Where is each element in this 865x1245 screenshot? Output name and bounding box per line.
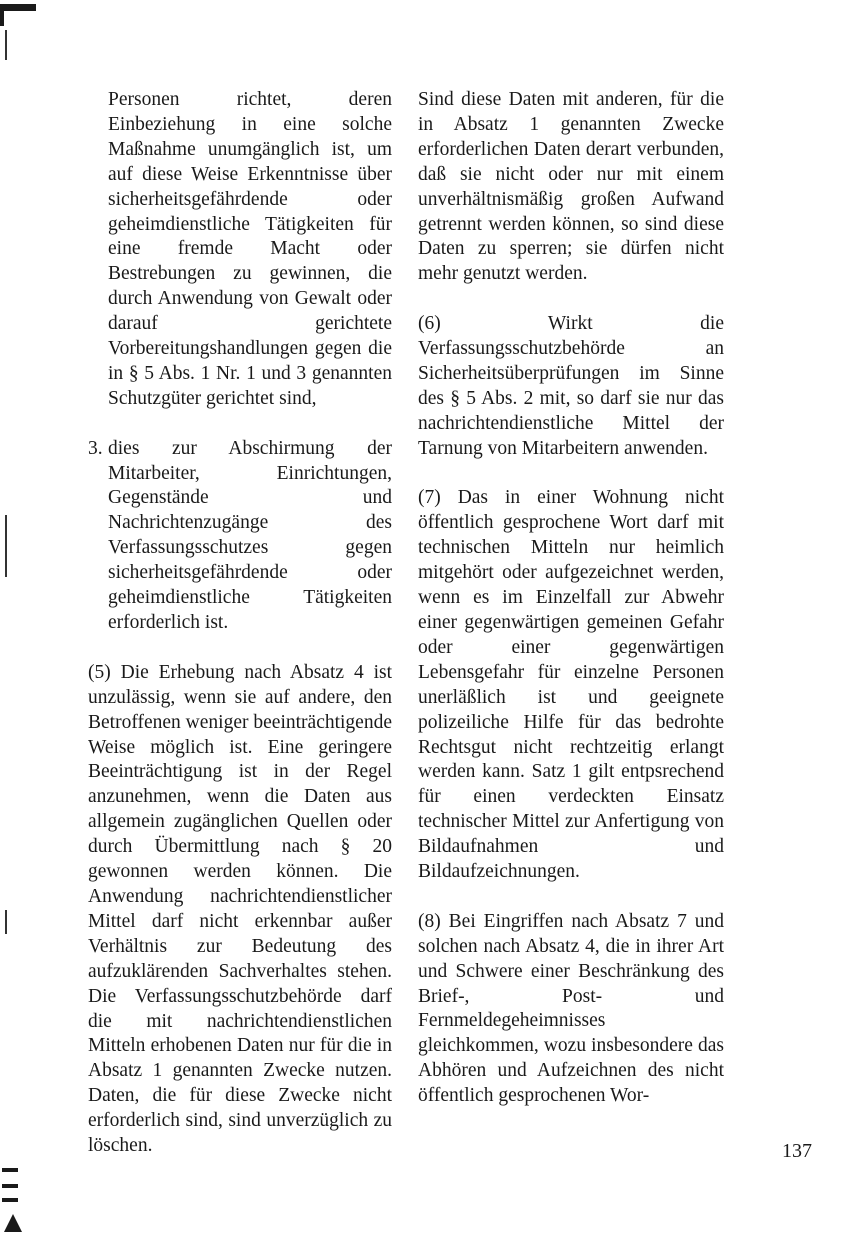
scan-corner-mark-vertical (0, 4, 4, 26)
scan-triangle-mark (4, 1214, 22, 1232)
scan-margin-rule (5, 910, 7, 934)
paragraph-5-continuation: Sind diese Daten mit anderen, für die in Absatz 1 genannten Zwecke erforderlichen Daten derart verbunden, daß sie nicht oder nur mit einem unverhältnismäßig großen Aufwand getrennt werden können, so sind diese Daten zu sperren; sie dürfen nicht mehr genutzt werden. (418, 89, 724, 285)
left-column (88, 88, 392, 1159)
paragraph-6: (6) Wirkt die Verfassungsschutzbehörde an Sicherheitsüberprüfungen im Sinne des § 5 Abs. 2 mit, so darf sie nur das nachrichtendienstliche Mittel der Tarnung von Mitarbeitern anwenden. (418, 313, 724, 459)
intro-continuation: Personen richtet, deren Einbeziehung in eine solche Maßnahme unumgänglich ist, um auf diese Weise Erkenntnisse über sicherheitsgefährdende oder geheimdienstliche Tätigkeiten für eine fremde Macht oder Bestrebungen zu gewinnen, die durch Anwendung von Gewalt oder darauf gerichtete Vorbereitungshandlungen gegen die in § 5 Abs. 1 Nr. 1 und 3 genannten Schutzgüter gerichtet sind, (108, 89, 392, 409)
scan-margin-rule (5, 515, 7, 577)
paragraph-5: (5) Die Erhebung nach Absatz 4 ist unzulässig, wenn sie auf andere, den Betroffenen weniger beeinträchtigende Weise möglich ist. Eine geringere Beeinträchtigung ist in der Regel anzunehmen, wenn die Daten aus allgemein zugänglichen Quellen oder durch Übermittlung nach § 20 gewonnen werden können. Die Anwendung nachrichtendienstlicher Mittel darf nicht erkennbar außer Verhältnis zur Bedeutung des aufzuklärenden Sachverhaltes stehen. Die Verfassungsschutzbehörde darf die mit nachrichtendienstlichen Mitteln erhobenen Daten nur für die in Absatz 1 genannten Zwecke nutzen. Daten, die für diese Zwecke nicht erforderlich sind, sind unverzüglich zu löschen. (88, 661, 392, 1157)
scan-foot-mark (2, 1184, 18, 1188)
page-number: 137 (782, 1140, 812, 1162)
right-column (418, 88, 724, 1109)
scan-foot-mark (2, 1198, 18, 1202)
paragraph-8: (8) Bei Eingriffen nach Absatz 7 und solchen nach Absatz 4, die in ihrer Art und Schwere einer Beschränkung des Brief-, Post- und Fernmeldegeheimnisses gleichkommen, wozu insbesondere das Abhören und Aufzeichnen des nicht öffentlich gesprochenen Wor- (418, 910, 724, 1107)
scan-corner-mark (0, 4, 36, 11)
scan-margin-rule (5, 30, 7, 60)
list-item-3 (88, 437, 392, 636)
scan-foot-mark (2, 1168, 18, 1172)
list-item-text: dies zur Abschirmung der Mitarbeiter, Einrichtungen, Gegenstände und Nachrichtenzugänge des Verfassungsschutzes gegen sicherheitsgefährdende oder geheimdienstliche Tätigkeiten erforderlich ist. (108, 437, 392, 634)
list-item-number: 3. (88, 437, 103, 459)
paragraph-7: (7) Das in einer Wohnung nicht öffentlich gesprochene Wort darf mit technischen Mitteln nur heimlich mitgehört oder aufgezeichnet werden, wenn es im Einzelfall zur Abwehr einer gegenwärtigen gemeinen Gefahr oder einer gegenwärtigen Lebensgefahr für einzelne Personen unerläßlich ist und geeignete polizeiliche Hilfe für das bedrohte Rechtsgut nicht rechtzeitig erlangt werden kann. Satz 1 gilt entpsrechend für einen verdeckten Einsatz technischer Mittel zur Anfertigung von Bildaufnahmen und Bildaufzeichnungen. (418, 487, 724, 883)
